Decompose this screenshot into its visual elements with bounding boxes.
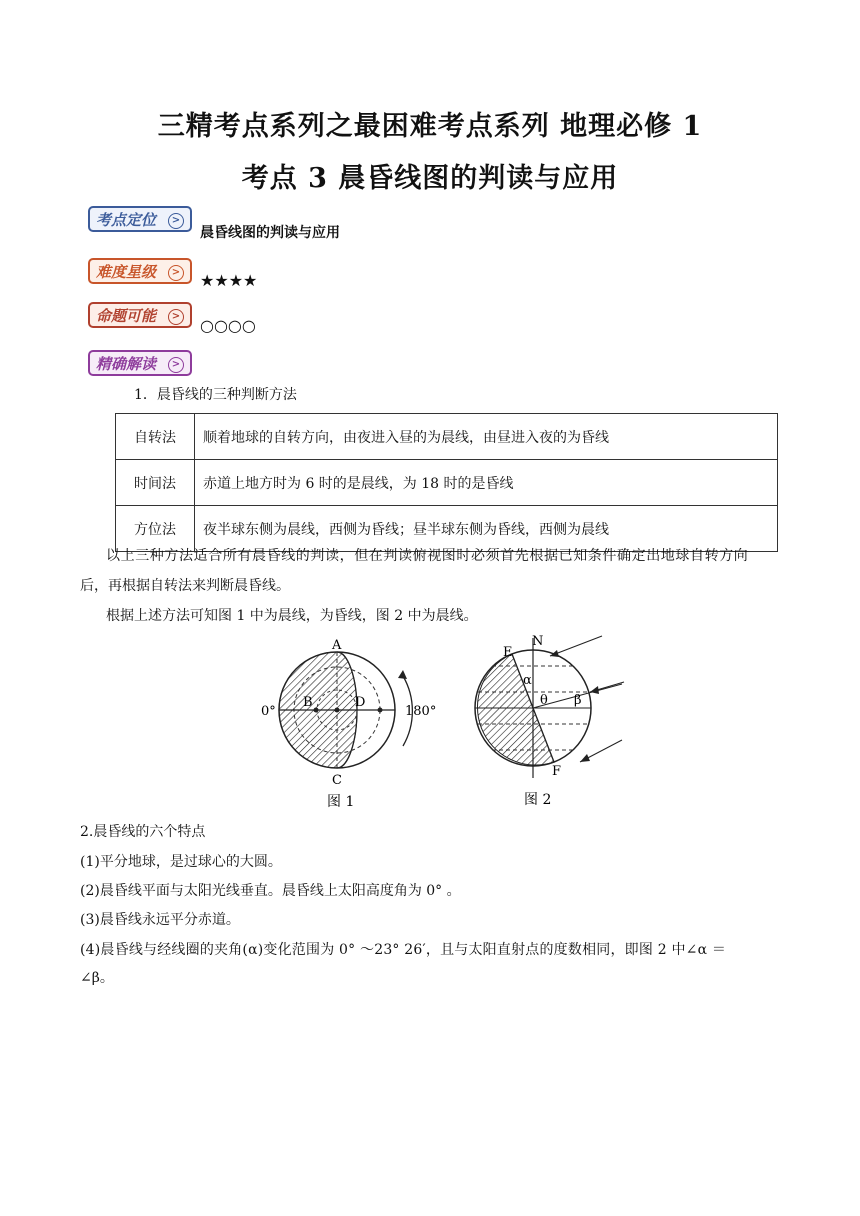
label-n: N [532,634,544,649]
positioning-value: 晨昏线图的判读与应用 [200,225,340,241]
arrowhead-icon [590,686,599,694]
arrowhead-icon [398,670,407,679]
positioning-badge [88,206,192,232]
arrow-circle-icon: > [168,309,184,325]
label-theta: θ [540,693,548,708]
arrowhead-icon [580,754,590,762]
label-0deg: 0° [261,704,276,719]
section2-heading: 2.晨昏线的六个特点 [80,824,206,840]
document-title: 三精考点系列之最困难考点系列 地理必修 1 [157,111,703,142]
method-cell: 自转法 [116,414,195,460]
difficulty-badge-label: 难度星级 [96,262,157,281]
para1-line1: 以上三种方法适合所有晨昏线的判读，但在判读俯视图时必须首先根据已知条件确定出地球自转方向 [106,548,749,564]
figure-2-caption: 图 2 [524,792,552,808]
label-180deg: 180° [405,704,437,719]
desc-cell: 赤道上地方时为 6 时的是晨线，为 18 时的是昏线 [195,460,778,506]
feature-item: (1)平分地球，是过球心的大圆。 [80,854,282,870]
center-point [335,708,340,713]
section1-heading: 1．晨昏线的三种判断方法 [134,387,297,403]
label-alpha: α [523,673,532,688]
likelihood-badge-label: 命题可能 [96,306,157,325]
label-b: B [303,695,313,710]
analysis-badge [88,350,192,376]
label-e: E [503,645,513,660]
table-row [116,506,778,552]
label-d: D [355,695,366,710]
desc-cell: 顺着地球的自转方向，由夜进入昼的为晨线，由昼进入夜的为昏线 [195,414,778,460]
figure-1 [255,634,445,814]
label-a: A [332,638,342,653]
difficulty-stars: ★★★★ [200,271,258,290]
para1-line2: 后，再根据自转法来判断晨昏线。 [80,578,290,594]
arrow-circle-icon: > [168,265,184,281]
figure-1-caption: 图 1 [327,794,355,810]
likelihood-circles: ○○○○ [200,316,256,335]
analysis-badge-label: 精确解读 [96,354,157,373]
likelihood-badge [88,302,192,328]
label-c: C [332,773,342,788]
feature-item: (3)晨昏线永远平分赤道。 [80,912,240,928]
point-b [314,708,319,713]
table-row [116,460,778,506]
feature-item: (2)晨昏线平面与太阳光线垂直。晨昏线上太阳高度角为 0° 。 [80,883,461,899]
table-row [116,414,778,460]
desc-cell: 夜半球东侧为晨线，西侧为昏线；昼半球东侧为昏线，西侧为晨线 [195,506,778,552]
label-f: F [552,764,562,779]
label-beta: β [574,693,582,708]
feature-item: ∠β。 [80,970,114,986]
point-right [378,708,383,713]
difficulty-badge [88,258,192,284]
feature-item: (4)晨昏线与经线圈的夹角(α)变化范围为 0° ～23° 26′，且与太阳直射点的度数相同，即图 2 中∠α ＝ [80,942,727,958]
arrow-circle-icon: > [168,213,184,229]
method-cell: 时间法 [116,460,195,506]
method-cell: 方位法 [116,506,195,552]
arrow-circle-icon: > [168,357,184,373]
positioning-badge-label: 考点定位 [96,210,157,229]
figure-2 [462,632,642,814]
document-subtitle: 考点 3 晨昏线图的判读与应用 [241,163,619,194]
methods-table [115,413,778,552]
para2: 根据上述方法可知图 1 中为晨线，为昏线，图 2 中为晨线。 [106,608,478,624]
